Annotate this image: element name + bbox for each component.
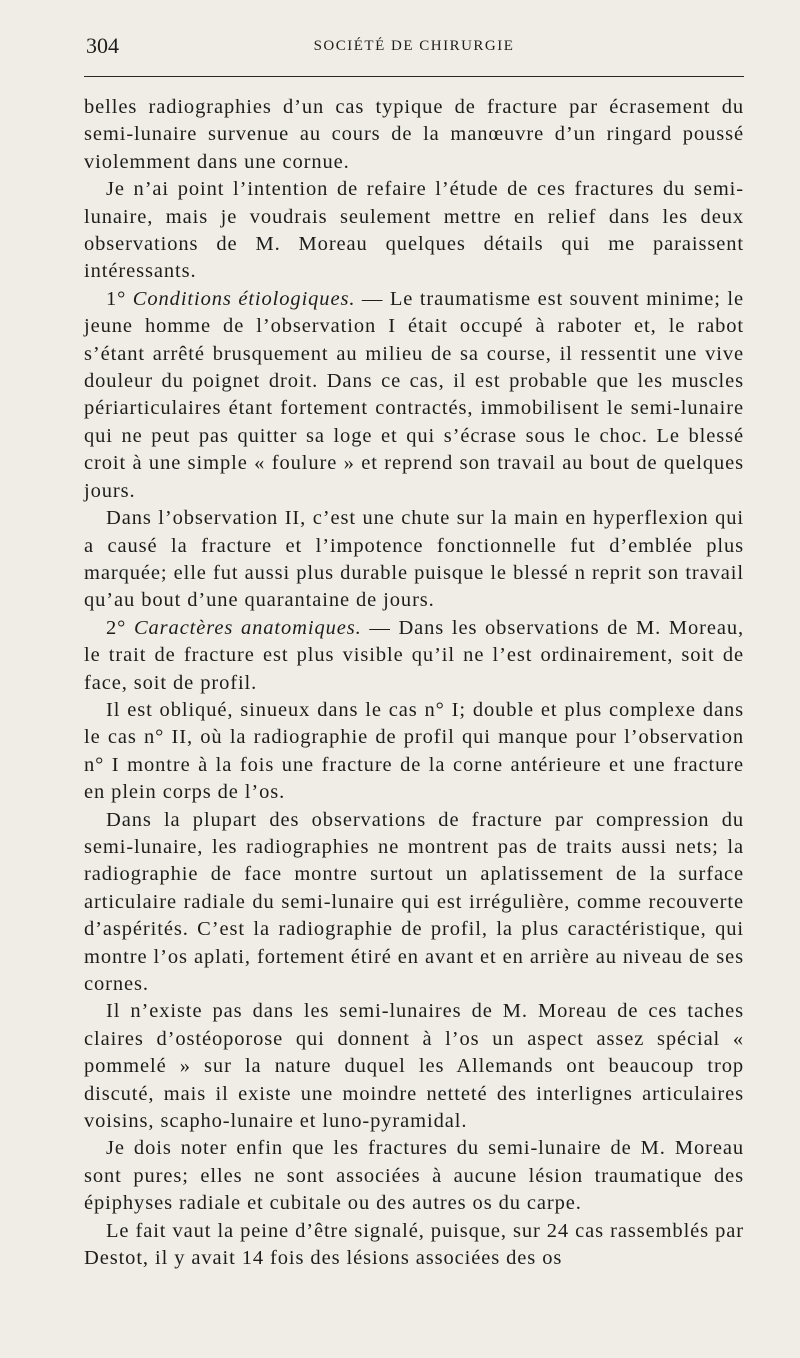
paragraph-text: belles radiographies d’un cas typique de fracture par écrasement du semi-lunaire survenue au cours de la manœuvre d’un ringard poussé violemment dans une cornue. (84, 96, 744, 173)
section-number: 2° (106, 616, 134, 639)
body-text (84, 94, 744, 1272)
paragraph (84, 505, 744, 615)
paragraph-text: Dans la plupart des observations de fracture par compression du semi-lunaire, les radiographies ne montrent pas de traits aussi nets; la radiographie de face montre surtout un aplatissement de la surface articulaire radiale du semi-lunaire qui est irrégulière, comme recouverte d’aspérités. C’est la radiographie de profil, la plus caractéristique, qui montre l’os aplati, fortement étiré en avant et en arrière au niveau de ses cornes. (84, 808, 744, 995)
paragraph-text: Le fait vaut la peine d’être signalé, puisque, sur 24 cas rassemblés par Destot, il y avait 14 fois des lésions associées des os (84, 1219, 744, 1270)
paragraph (84, 176, 744, 286)
header-rule (84, 76, 744, 77)
paragraph-text: Je dois noter enfin que les fractures du semi-lunaire de M. Moreau sont pures; elles ne sont associées à aucune lésion traumatique des épiphyses radiale et cubitale ou des autres os du carpe. (84, 1137, 744, 1215)
page-number: 304 (86, 33, 119, 58)
paragraph (84, 94, 744, 176)
paragraph-text: — Le traumatisme est souvent minime; le jeune homme de l’observation I était occupé à raboter et, le rabot s’étant arrêté brusquement au milieu de sa course, il ressentit une vive douleur du poignet droit. Dans ce cas, il est probable que les muscles périarticulaires étant fortement contractés, immobilisent le semi-lunaire qui ne peut pas quitter sa loge et qui s’écrase sous le choc. Le blessé croit à une simple « foulure » et reprend son travail au bout de quelques jours. (84, 287, 744, 502)
paragraph (84, 1218, 744, 1273)
paragraph (84, 286, 744, 505)
paragraph-text: Il est obliqué, sinueux dans le cas n° I; double et plus complexe dans le cas n° II, où la radiographie de profil qui manque pour l’observation n° I montre à la fois une fracture de la corne antérieure et une fracture en plein corps de l’os. (84, 698, 744, 804)
paragraph-text: Dans l’observation II, c’est une chute sur la main en hyperflexion qui a causé la fracture et l’impotence fonctionnelle fut d’emblée plus marquée; elle fut aussi plus durable puisque le blessé n reprit son travail qu’au bout d’une quarantaine de jours. (84, 507, 744, 612)
paragraph (84, 697, 744, 807)
page-header (84, 33, 744, 63)
section-heading: Caractères anatomiques. (133, 616, 362, 639)
section-heading: Conditions étiologiques. (132, 287, 356, 310)
running-title: SOCIÉTÉ DE CHIRURGIE (313, 38, 515, 54)
paragraph-text: — Dans les observations de M. Moreau, le trait de fracture est plus visible qu’il ne l’est ordinairement, soit de face, soit de profil. (84, 616, 744, 694)
paragraph-text: Je n’ai point l’intention de refaire l’étude de ces fractures du semi-lunaire, mais je voudrais seulement mettre en relief dans les deux observations de M. Moreau quelques détails qui me paraissent intéressants. (84, 178, 744, 283)
paragraph (84, 1135, 744, 1217)
paragraph-text: Il n’existe pas dans les semi-lunaires de M. Moreau de ces taches claires d’ostéoporose qui donnent à l’os un aspect assez spécial « pommelé » sur la nature duquel les Allemands ont beaucoup trop discuté, mais il existe une moindre netteté des interlignes articulaires voisins, scapho-lunaire et luno-pyramidal. (84, 1000, 744, 1133)
paragraph (84, 998, 744, 1135)
paragraph (84, 807, 744, 999)
section-number: 1° (106, 287, 133, 310)
paragraph (84, 615, 744, 697)
